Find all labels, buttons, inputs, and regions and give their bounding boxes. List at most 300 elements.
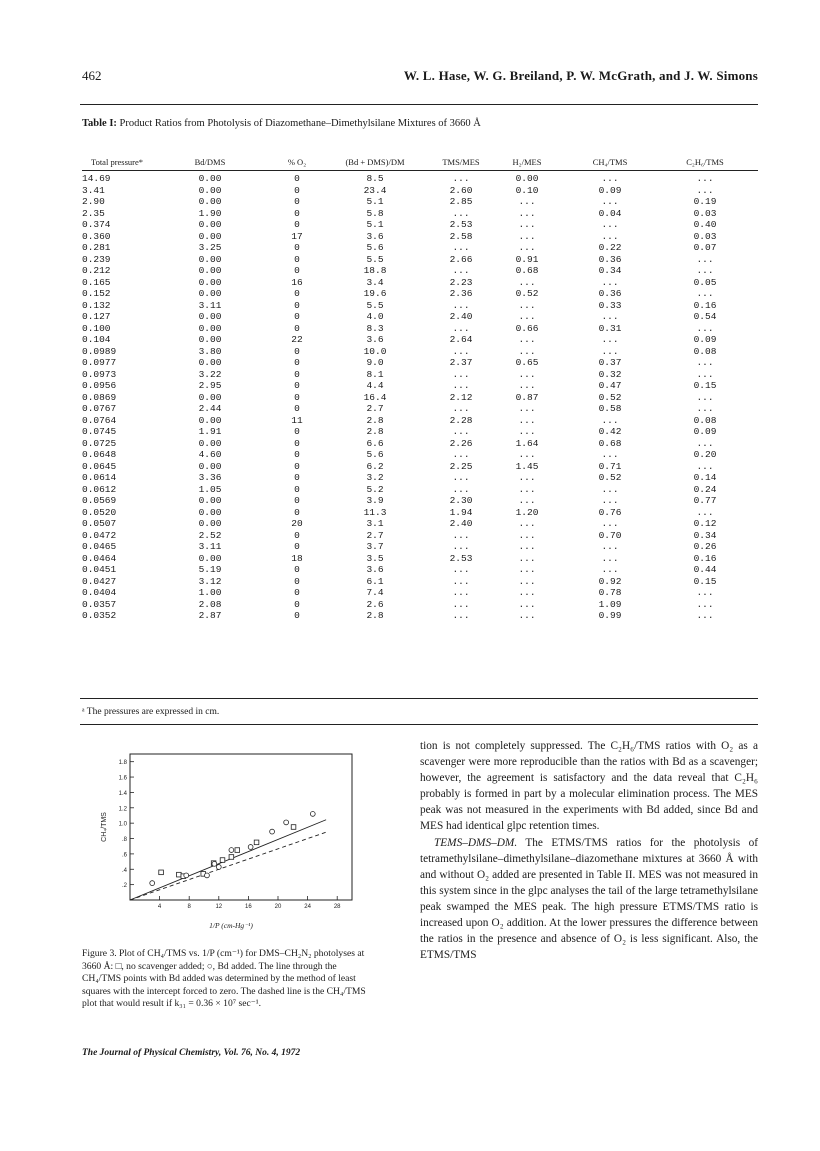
table-cell: ...: [696, 288, 714, 299]
table-cell: 2.53: [449, 552, 473, 564]
table-cell: 5.2: [366, 483, 384, 495]
y-tick-label: 1.8: [118, 760, 127, 767]
data-point-circle: [270, 829, 275, 834]
table-cell: ...: [518, 299, 536, 311]
table-cell: 2.23: [449, 276, 473, 288]
table-cell: ...: [452, 529, 470, 541]
table-cell: ...: [518, 345, 536, 357]
top-rule: [80, 104, 758, 105]
data-point-square: [220, 858, 225, 863]
table-cell: 0.16: [693, 552, 717, 564]
data-point-square: [254, 840, 259, 845]
table-cell: ...: [452, 587, 470, 598]
table-cell: 1.90: [198, 207, 222, 219]
table-row: [82, 518, 758, 530]
table-cell: 0.09: [693, 334, 717, 345]
table-cell: 3.6: [366, 334, 384, 345]
table-cell: 22: [291, 334, 303, 345]
y-tick-label: 1.2: [118, 806, 127, 813]
table-cell: 3.2: [366, 472, 384, 483]
table-cell: 0: [294, 345, 300, 357]
table-cell: ...: [696, 253, 714, 265]
table-cell: 0.0869: [82, 391, 117, 403]
table-cell: 0: [294, 529, 300, 541]
table-cell: 3.9: [366, 495, 384, 506]
table-cell: 2.26: [449, 437, 473, 449]
table-cell: ...: [518, 230, 536, 242]
table-row: [82, 323, 758, 335]
table-row: [82, 461, 758, 473]
table-cell: 0.00: [198, 230, 222, 242]
table-cell: 0.40: [693, 219, 717, 230]
table-cell: 0.26: [693, 541, 717, 552]
table-cell: 1.00: [198, 587, 222, 598]
table-cell: 1.91: [198, 426, 222, 437]
table-cell: 0: [294, 541, 300, 552]
table-cell: 0.24: [693, 483, 717, 495]
table-cell: 16.4: [363, 391, 387, 403]
table-cell: 0.0465: [82, 541, 117, 552]
section-rule: [80, 724, 758, 725]
table-row: [82, 334, 758, 346]
table-cell: 2.35: [82, 207, 105, 219]
data-point-circle: [205, 873, 210, 878]
table-cell: 0.52: [515, 288, 539, 299]
table-cell: 0.00: [198, 437, 222, 449]
table-cell: 0.0764: [82, 414, 117, 426]
table-cell: 0.00: [515, 173, 539, 184]
table-cell: 5.5: [366, 253, 384, 265]
figure-3-chart: [82, 746, 374, 936]
table-cell: 0.58: [598, 403, 622, 414]
table-row: [82, 449, 758, 461]
table-cell: ...: [518, 483, 536, 495]
table-row: [82, 242, 758, 254]
x-tick-label: 16: [245, 904, 252, 910]
table-cell: 0: [294, 311, 300, 322]
table-cell: 19.6: [363, 288, 387, 299]
table-cell: ...: [696, 587, 714, 598]
table-cell: ...: [518, 449, 536, 460]
table-cell: 3.11: [198, 299, 222, 311]
table-cell: 3.12: [198, 575, 222, 587]
table-cell: 3.7: [366, 541, 384, 552]
column-header: TMS/MES: [442, 157, 480, 167]
table-cell: 0.0569: [82, 495, 117, 506]
table-cell: 5.8: [366, 207, 384, 219]
table-cell: ...: [518, 196, 536, 207]
table-cell: ...: [452, 299, 470, 311]
table-cell: 0.00: [198, 173, 222, 184]
y-axis-label: CH₄/TMS: [101, 812, 108, 842]
table-cell: 0.00: [198, 495, 222, 506]
data-table: [82, 140, 758, 622]
table-cell: 0.00: [198, 196, 222, 207]
table-cell: 3.36: [198, 472, 222, 483]
x-tick-label: 28: [333, 904, 341, 910]
table-cell: 0.0464: [82, 552, 117, 564]
table-row: [82, 300, 758, 312]
y-tick-label: .8: [121, 837, 127, 844]
table-cell: 0.0507: [82, 518, 117, 529]
table-cell: 0.68: [515, 265, 539, 276]
table-cell: 0.09: [598, 184, 622, 196]
plot-frame: [130, 754, 352, 900]
table-cell: ...: [518, 414, 536, 426]
table-cell: 0.03: [693, 207, 717, 219]
data-point-square: [229, 855, 234, 860]
table-cell: 0.165: [82, 276, 111, 288]
table-row: [82, 415, 758, 427]
table-cell: 2.12: [449, 391, 473, 403]
table-cell: ...: [696, 391, 714, 403]
table-cell: 0.66: [515, 322, 539, 334]
table-cell: 0.212: [82, 265, 111, 276]
table-cell: 0.127: [82, 311, 111, 322]
table-cell: 3.6: [366, 230, 384, 242]
table-cell: 2.85: [449, 196, 473, 207]
table-cell: ...: [518, 598, 536, 610]
table-cell: 0.42: [598, 426, 622, 437]
table-cell: 2.6: [366, 598, 384, 610]
data-point-circle: [310, 812, 315, 817]
table-cell: 9.0: [366, 357, 384, 368]
table-row: [82, 265, 758, 277]
table-cell: 0.0645: [82, 460, 117, 472]
table-cell: ...: [452, 265, 470, 276]
table-row: [82, 196, 758, 208]
table-cell: ...: [696, 403, 714, 414]
table-cell: 2.64: [449, 334, 473, 345]
table-cell: 3.25: [198, 242, 222, 253]
table-cell: 0: [294, 449, 300, 460]
table-row: [82, 610, 758, 622]
table-caption: [82, 118, 481, 129]
data-point-circle: [248, 845, 253, 850]
table-cell: 2.53: [449, 219, 473, 230]
table-cell: 0: [294, 184, 300, 196]
table-cell: 0.22: [598, 242, 622, 253]
table-cell: 0.00: [198, 184, 222, 196]
table-cell: 0.0767: [82, 403, 117, 414]
table-cell: 0: [294, 219, 300, 230]
table-cell: 0.15: [693, 575, 717, 587]
table-cell: 0.239: [82, 253, 111, 265]
table-cell: 2.87: [198, 610, 222, 621]
table-cell: ...: [601, 552, 619, 564]
table-row: [82, 185, 758, 197]
table-cell: 2.08: [198, 598, 222, 610]
table-header-row: [82, 140, 758, 171]
table-cell: ...: [601, 230, 619, 242]
table-cell: 0.132: [82, 299, 111, 311]
table-cell: 0.100: [82, 322, 111, 334]
table-cell: 0: [294, 460, 300, 472]
table-cell: 5.1: [366, 219, 384, 230]
table-cell: 0.91: [515, 253, 539, 265]
table-cell: 2.90: [82, 196, 105, 207]
table-cell: 17: [291, 230, 303, 242]
column-header: C₂H₆/TMS: [686, 157, 724, 167]
table-cell: 0: [294, 173, 300, 184]
table-cell: 0.0989: [82, 345, 117, 357]
column-header: (Bd + DMS)/DM: [345, 157, 405, 167]
table-cell: ...: [452, 242, 470, 253]
table-cell: 0.54: [693, 311, 717, 322]
table-footnote: ᵃ The pressures are expressed in cm.: [82, 707, 220, 717]
column-header: Total pressure*: [90, 157, 144, 167]
table-cell: 0.12: [693, 518, 717, 529]
table-cell: ...: [601, 449, 619, 460]
table-cell: ...: [696, 460, 714, 472]
table-cell: ...: [696, 265, 714, 276]
table-cell: ...: [696, 173, 714, 184]
table-cell: 0.00: [198, 414, 222, 426]
table-cell: 14.69: [82, 173, 111, 184]
table-cell: ...: [518, 529, 536, 541]
x-tick-label: 20: [274, 904, 282, 910]
table-cell: 0.16: [693, 299, 717, 311]
table-cell: ...: [696, 184, 714, 196]
table-cell: 0.00: [198, 518, 222, 529]
table-cell: 0: [294, 242, 300, 253]
table-cell: 3.6: [366, 564, 384, 575]
table-cell: 0: [294, 253, 300, 265]
table-cell: 16: [291, 276, 303, 288]
table-cell: ...: [518, 380, 536, 391]
table-cell: ...: [601, 495, 619, 506]
table-cell: 5.6: [366, 242, 384, 253]
table-cell: 0.65: [515, 357, 539, 368]
table-cell: 2.30: [449, 495, 473, 506]
table-cell: 1.09: [598, 598, 622, 610]
table-cell: 2.7: [366, 529, 384, 541]
table-cell: ...: [518, 541, 536, 552]
table-cell: 2.40: [449, 518, 473, 529]
table-cell: 0.37: [598, 357, 622, 368]
table-cell: 2.28: [449, 414, 473, 426]
table-cell: 2.66: [449, 253, 473, 265]
table-cell: 0.34: [598, 265, 622, 276]
table-body: [82, 171, 758, 622]
body-text-column: [420, 738, 758, 963]
table-cell: ...: [452, 380, 470, 391]
table-cell: 0.00: [198, 276, 222, 288]
table-cell: 0.0357: [82, 598, 117, 610]
table-cell: ...: [518, 610, 536, 621]
table-cell: 0.71: [598, 460, 622, 472]
table-cell: 0.00: [198, 460, 222, 472]
table-cell: ...: [696, 506, 714, 518]
table-cell: ...: [601, 541, 619, 552]
table-row: [82, 357, 758, 369]
x-tick-label: 12: [215, 904, 223, 910]
table-cell: 0.0745: [82, 426, 117, 437]
data-point-circle: [150, 881, 155, 886]
table-cell: ...: [518, 242, 536, 253]
table-cell: 0.31: [598, 322, 622, 334]
table-cell: 0.00: [198, 552, 222, 564]
table-cell: 0.104: [82, 334, 111, 345]
table-cell: 3.5: [366, 552, 384, 564]
table-row: [82, 495, 758, 507]
table-cell: 0.0648: [82, 449, 117, 460]
table-cell: 2.7: [366, 403, 384, 414]
table-cell: 2.37: [449, 357, 473, 368]
table-cell: 0.0451: [82, 564, 117, 575]
table-row: [82, 553, 758, 565]
table-cell: ...: [601, 196, 619, 207]
data-point-circle: [212, 861, 217, 866]
table-cell: 0.99: [598, 610, 622, 621]
table-cell: 0: [294, 426, 300, 437]
table-cell: ...: [601, 276, 619, 288]
table-cell: 0: [294, 598, 300, 610]
table-cell: 0.00: [198, 219, 222, 230]
table-cell: 0.0472: [82, 529, 117, 541]
table-cell: ...: [452, 610, 470, 621]
table-cell: 0: [294, 564, 300, 575]
table-cell: 2.8: [366, 610, 384, 621]
table-cell: ...: [452, 207, 470, 219]
table-cell: 0: [294, 610, 300, 621]
table-cell: 0: [294, 506, 300, 518]
table-cell: ...: [452, 403, 470, 414]
table-cell: 0: [294, 472, 300, 483]
table-row: [82, 599, 758, 611]
table-cell: ...: [518, 564, 536, 575]
table-cell: 0.34: [693, 529, 717, 541]
table-cell: 0.77: [693, 495, 717, 506]
table-cell: 0.33: [598, 299, 622, 311]
table-cell: 1.20: [515, 506, 539, 518]
table-cell: 2.60: [449, 184, 473, 196]
table-cell: 18: [291, 552, 303, 564]
table-cell: 10.0: [363, 345, 387, 357]
table-cell: ...: [601, 414, 619, 426]
table-cell: 3.4: [366, 276, 384, 288]
table-cell: 0.68: [598, 437, 622, 449]
data-point-circle: [216, 865, 221, 870]
table-cell: 0.0612: [82, 483, 117, 495]
table-cell: 0.36: [598, 288, 622, 299]
table-row: [82, 541, 758, 553]
table-row: [82, 587, 758, 599]
table-cell: 4.4: [366, 380, 384, 391]
y-tick-label: .6: [121, 852, 127, 859]
table-cell: 0: [294, 587, 300, 598]
table-cell: ...: [518, 495, 536, 506]
table-cell: 0.47: [598, 380, 622, 391]
table-cell: 6.1: [366, 575, 384, 587]
table-cell: 0.87: [515, 391, 539, 403]
table-cell: 2.58: [449, 230, 473, 242]
table-cell: ...: [452, 575, 470, 587]
table-cell: ...: [452, 426, 470, 437]
table-cell: 2.8: [366, 414, 384, 426]
table-cell: ...: [518, 426, 536, 437]
data-point-circle: [284, 820, 289, 825]
y-tick-label: 1.4: [118, 790, 127, 797]
table-cell: 0.52: [598, 391, 622, 403]
table-cell: 0.00: [198, 391, 222, 403]
table-cell: ...: [452, 449, 470, 460]
table-cell: 2.8: [366, 426, 384, 437]
table-row: [82, 484, 758, 496]
x-axis-label: 1/P (cm-Hg⁻¹): [209, 921, 253, 930]
table-cell: 0.76: [598, 506, 622, 518]
table-cell: 0.0427: [82, 575, 117, 587]
table-cell: 0.281: [82, 242, 111, 253]
table-cell: 0.14: [693, 472, 717, 483]
table-cell: 0.70: [598, 529, 622, 541]
table-cell: 0.374: [82, 219, 111, 230]
table-cell: 0.360: [82, 230, 111, 242]
table-cell: ...: [601, 345, 619, 357]
table-cell: 0.00: [198, 506, 222, 518]
table-cell: 0.0956: [82, 380, 117, 391]
page-number: 462: [82, 68, 102, 83]
table-cell: 2.36: [449, 288, 473, 299]
table-cell: 11: [291, 414, 303, 426]
table-cell: 0.00: [198, 357, 222, 368]
table-cell: 0.08: [693, 345, 717, 357]
table-cell: 18.8: [363, 265, 387, 276]
table-cell: 2.40: [449, 311, 473, 322]
table-cell: 0.00: [198, 265, 222, 276]
table-cell: 0.52: [598, 472, 622, 483]
table-cell: ...: [518, 587, 536, 598]
table-cell: 0: [294, 265, 300, 276]
dashed-fit-line: [130, 832, 326, 900]
y-tick-label: 1.0: [118, 821, 127, 828]
column-header: Bd/DMS: [194, 157, 226, 167]
table-cell: 3.11: [198, 541, 222, 552]
table-cell: 5.1: [366, 196, 384, 207]
table-cell: ...: [452, 322, 470, 334]
table-cell: 0.0614: [82, 472, 117, 483]
table-cell: ...: [452, 483, 470, 495]
table-row: [82, 346, 758, 358]
table-cell: 0.44: [693, 564, 717, 575]
table-cell: 0.0520: [82, 506, 117, 518]
table-row: [82, 254, 758, 266]
table-cell: ...: [601, 311, 619, 322]
table-cell: ...: [518, 207, 536, 219]
table-cell: 3.22: [198, 368, 222, 380]
data-point-circle: [229, 848, 234, 853]
table-cell: 0.00: [198, 253, 222, 265]
journal-footer: The Journal of Physical Chemistry, Vol. 76, No. 4, 1972: [82, 1048, 301, 1058]
table-cell: 0.00: [198, 322, 222, 334]
table-cell: ...: [518, 219, 536, 230]
table-cell: 0.15: [693, 380, 717, 391]
table-cell: ...: [601, 173, 619, 184]
table-cell: 23.4: [363, 184, 387, 196]
table-cell: 0: [294, 483, 300, 495]
table-row: [82, 426, 758, 438]
table-cell: 0: [294, 437, 300, 449]
table-cell: 8.3: [366, 322, 384, 334]
data-point-circle: [184, 873, 189, 878]
y-tick-label: 1.6: [118, 775, 127, 782]
table-cell: 5.6: [366, 449, 384, 460]
table-cell: 0.05: [693, 276, 717, 288]
table-cell: 0: [294, 196, 300, 207]
table-cell: ...: [518, 518, 536, 529]
table-row: [82, 380, 758, 392]
table-cell: ...: [518, 552, 536, 564]
